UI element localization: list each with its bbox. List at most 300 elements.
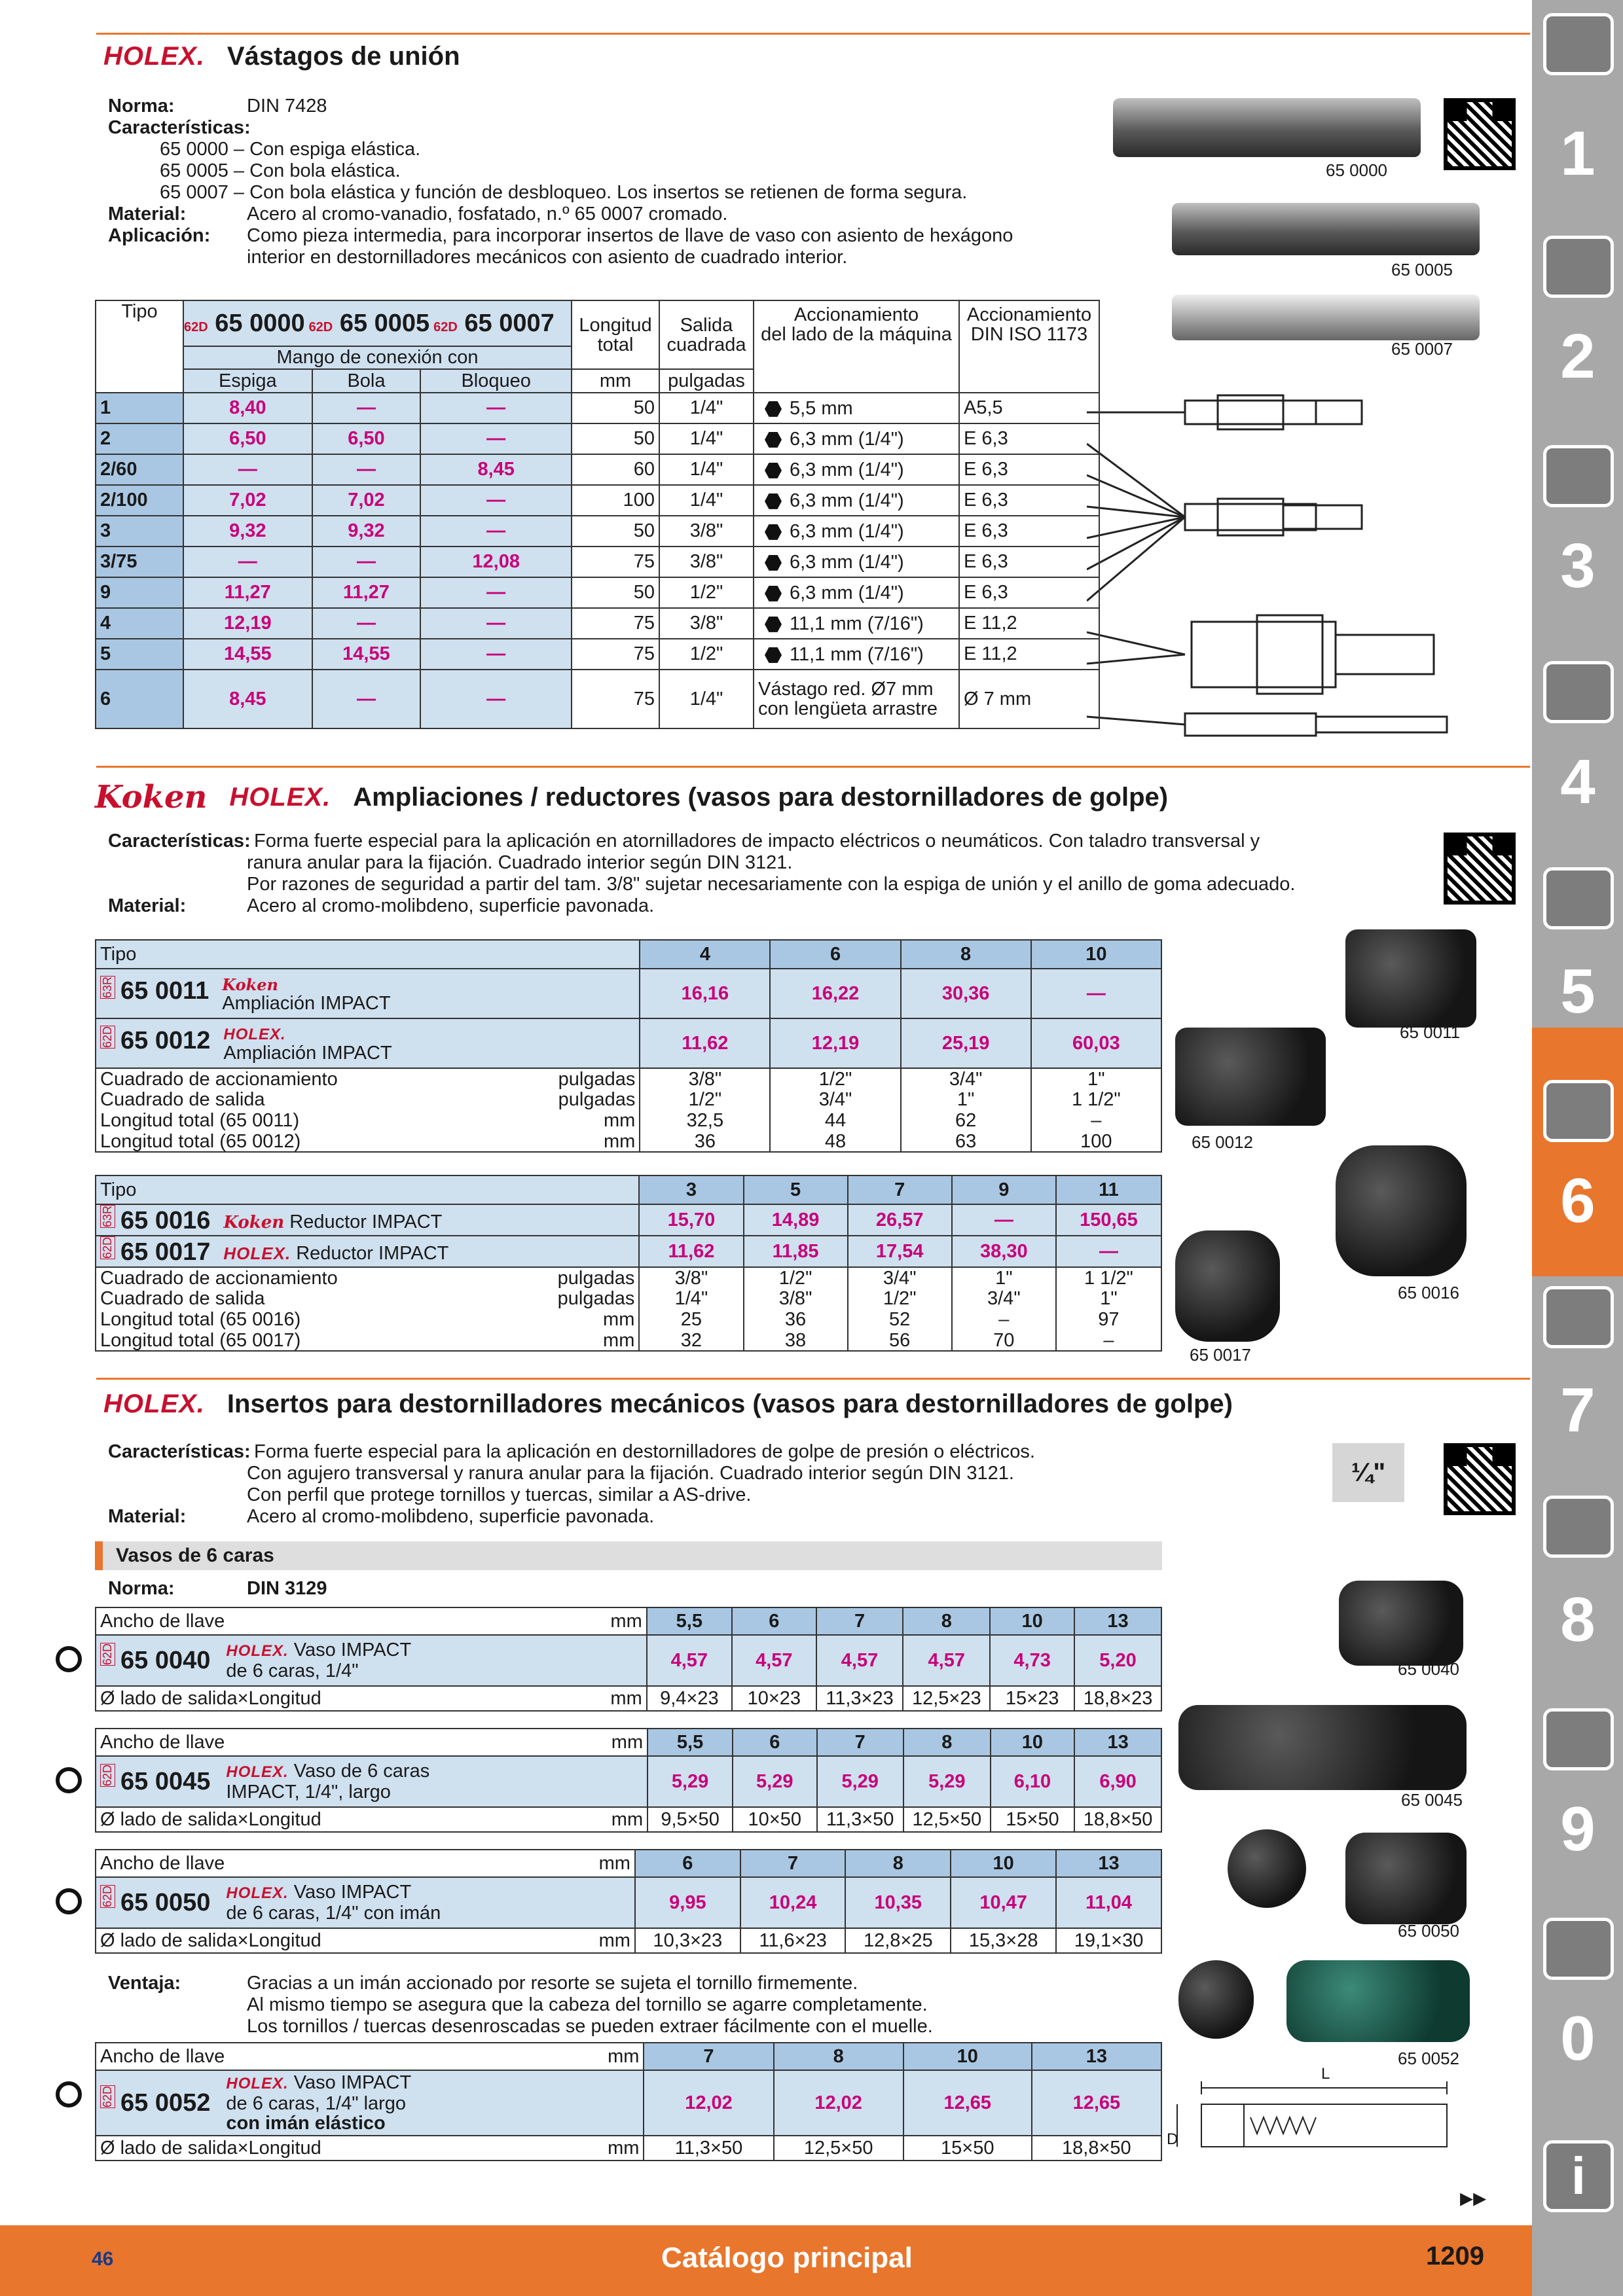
tab-9-icon[interactable] <box>1543 1708 1614 1770</box>
spec-value: 1 1/2" <box>1031 1089 1161 1110</box>
price: 12,65 <box>903 2070 1032 2136</box>
text: 62D <box>101 1237 114 1259</box>
tab-3[interactable]: 3 <box>1560 531 1596 601</box>
cell-long: 50 <box>572 577 659 608</box>
table-row <box>96 670 1099 728</box>
product-image-650012 <box>1175 1028 1326 1126</box>
dimension-drawing <box>1165 2068 1473 2153</box>
dimension-value: 10×50 <box>733 1807 816 1832</box>
dimension-value: 10,3×23 <box>635 1928 740 1953</box>
price: 6,10 <box>991 1756 1074 1807</box>
table-row <box>96 423 1099 454</box>
section3-material <box>108 1505 654 1528</box>
spec-value: 1" <box>901 1089 1031 1110</box>
tab-1-icon[interactable] <box>1543 13 1614 75</box>
ancho-label: Ancho de llave <box>100 1731 225 1753</box>
price-espiga: 8,45 <box>183 670 312 728</box>
table-row <box>96 516 1099 547</box>
product-row <box>96 1756 1161 1807</box>
product-row <box>96 1236 1161 1267</box>
cell-salida: 1/2" <box>659 577 754 608</box>
text: mm <box>608 2045 640 2067</box>
size-header: 5 <box>744 1175 848 1204</box>
cell-salida: 1/2" <box>659 639 754 670</box>
socket-table <box>95 1607 1162 1712</box>
text: HOLEX. <box>226 2075 289 2092</box>
text: DIN ISO 1173 <box>970 324 1088 345</box>
spec-value: 62 <box>901 1110 1031 1131</box>
product-row <box>96 969 1161 1018</box>
tab-8[interactable]: 8 <box>1560 1585 1596 1655</box>
col-long-unit: mm <box>572 369 659 393</box>
text: Cuadrado de accionamiento <box>100 1267 338 1289</box>
text: mm <box>603 1309 635 1330</box>
text: mm <box>608 2137 640 2159</box>
text: Longitud total (65 0011) <box>100 1110 300 1131</box>
col-acc <box>754 300 959 393</box>
price-espiga: — <box>183 454 312 485</box>
price: 12,19 <box>770 1018 900 1068</box>
spec-value: 44 <box>770 1110 900 1131</box>
socket-table <box>95 1728 1162 1833</box>
section3-norma <box>108 1577 327 1600</box>
section3-title: Insertos para destornilladores mecánicos (vasos para destornilladores de golpe) <box>227 1390 1233 1418</box>
text: 65 0005 <box>339 309 430 337</box>
size-header: 11 <box>1056 1175 1161 1204</box>
text: 62D <box>101 2085 114 2108</box>
col-tipo: Tipo <box>96 300 183 393</box>
size-header: 7 <box>816 1607 903 1635</box>
text: Salida <box>680 314 733 336</box>
section1-title: Vástagos de unión <box>227 42 460 71</box>
text: de 6 caras, 1/4" con imán <box>226 1903 441 1924</box>
price-bloqueo: — <box>420 670 572 728</box>
spec-value: 3/4" <box>770 1089 900 1110</box>
section2-car-line: Por razones de seguridad a partir del tam. 3/8" sujetar necesariamente con la espiga de unión y el anillo de goma adecuado. <box>247 874 1296 895</box>
next-arrow[interactable]: ▸▸ <box>1460 2183 1487 2212</box>
text: pulgadas <box>558 1089 636 1110</box>
spec-value: 1" <box>1031 1068 1161 1089</box>
caption: 65 0012 <box>1192 1132 1253 1152</box>
product-image-650000 <box>1113 98 1421 157</box>
hex-icon <box>765 617 782 632</box>
hex-icon <box>765 555 782 571</box>
spec-value: 1/2" <box>640 1089 770 1110</box>
cell-acc: 6,3 mm (1/4") <box>790 551 904 573</box>
cell-tipo: 2/100 <box>96 485 183 516</box>
price-espiga: 7,02 <box>183 485 312 516</box>
size-header: 13 <box>1074 1729 1161 1756</box>
price: 30,36 <box>901 969 1031 1018</box>
text: Material: <box>108 1506 187 1527</box>
ventaja-line: Al mismo tiempo se asegura que la cabeza del tornillo se agarre completamente. <box>247 1994 928 2015</box>
tab-info[interactable]: i <box>1543 2140 1614 2212</box>
adapter-drawings <box>1087 386 1480 753</box>
price: 9,95 <box>635 1877 740 1928</box>
section3-car-label: Características: <box>108 1441 251 1462</box>
koken-logo: Koken <box>95 779 208 816</box>
text: Accionamiento <box>966 304 1092 325</box>
price-bola: — <box>312 547 421 577</box>
size-header: 7 <box>740 1850 846 1877</box>
dimension-value: 11,3×50 <box>817 1807 903 1832</box>
product-row <box>96 1635 1161 1686</box>
section1-norma <box>108 95 327 117</box>
table-row <box>96 454 1099 485</box>
table-row <box>96 608 1099 639</box>
spec-value: 36 <box>640 1131 770 1152</box>
tab-6-icon[interactable] <box>1543 1080 1614 1142</box>
price: 10,35 <box>845 1877 951 1928</box>
tab-3-icon[interactable] <box>1543 445 1614 507</box>
text: pulgadas <box>558 1068 636 1090</box>
article-code: 65 0011 <box>120 977 210 1005</box>
cell-salida: 3/8" <box>659 547 754 577</box>
section2-title: Ampliaciones / reductores (vasos para destornilladores de golpe) <box>353 782 1169 812</box>
size-header: 8 <box>903 1607 990 1635</box>
article-code: 65 0040 <box>120 1646 211 1674</box>
cell-acc: 6,3 mm (1/4") <box>790 459 904 480</box>
cell-tipo: 2/60 <box>96 454 183 485</box>
tab-8-icon[interactable] <box>1543 1496 1614 1558</box>
size-header: 5,5 <box>647 1729 733 1756</box>
price: 4,57 <box>647 1635 732 1686</box>
dimension-value: 10×23 <box>732 1686 816 1711</box>
spec-value: – <box>1056 1330 1161 1351</box>
article-code: 65 0017 <box>120 1238 211 1266</box>
caption: 65 0007 <box>1391 339 1453 359</box>
text: Norma: <box>108 96 175 117</box>
text: mm <box>610 1687 642 1709</box>
spec-value: 32 <box>639 1330 743 1351</box>
text: Ø lado de salida×Longitud <box>100 1687 321 1709</box>
spec-value: 1/2" <box>848 1288 952 1309</box>
hex-icon <box>765 493 782 509</box>
hex-icon <box>765 401 782 417</box>
price-espiga: 8,40 <box>183 393 312 423</box>
price: 4,57 <box>816 1635 903 1686</box>
price: 15,70 <box>639 1204 743 1236</box>
size-header: 8 <box>845 1850 951 1877</box>
cell-salida: 1/4" <box>659 454 754 485</box>
cell-din: E 6,3 <box>959 547 1099 577</box>
dimension-value: 15×50 <box>991 1807 1074 1832</box>
price: 5,29 <box>647 1756 733 1807</box>
cell-salida: 3/8" <box>659 608 754 639</box>
text: Vaso IMPACT <box>293 1640 412 1660</box>
dimension-value: 15,3×28 <box>951 1928 1056 1953</box>
price-espiga: 6,50 <box>183 423 312 454</box>
hexagon-socket-icon <box>56 2081 82 2108</box>
qr-code[interactable] <box>1444 98 1516 170</box>
spec-value: 1" <box>952 1267 1056 1288</box>
section1-car-line: 65 0007 – Con bola elástica y función de desbloqueo. Los insertos se retienen de forma segura. <box>160 182 968 203</box>
subsection-title: Vasos de 6 caras <box>116 1545 274 1566</box>
price: 150,65 <box>1056 1204 1161 1236</box>
ventaja-line: Gracias a un imán accionado por resorte se sujeta el tornillo firmemente. <box>247 1973 858 1994</box>
text: mm <box>603 1329 635 1351</box>
text: Longitud total (65 0016) <box>100 1309 301 1330</box>
spec-value: 100 <box>1031 1131 1161 1152</box>
tab-7-icon[interactable] <box>1543 1286 1614 1348</box>
dimension-value: 19,1×30 <box>1056 1928 1161 1953</box>
text: Vaso de 6 caras <box>293 1761 430 1782</box>
text: mm <box>604 1130 636 1152</box>
cell-tipo: 6 <box>96 670 183 728</box>
cell-acc: 11,1 mm (7/16") <box>790 613 924 634</box>
dimension-row <box>96 2136 1161 2161</box>
cell-salida: 1/4" <box>659 670 754 728</box>
price-espiga: 14,55 <box>183 639 312 670</box>
text: HOLEX. <box>226 1642 289 1660</box>
text: 62D <box>101 1643 114 1665</box>
spec-value: 97 <box>1056 1309 1161 1330</box>
product-image-650045 <box>1178 1705 1467 1790</box>
spec-value: 36 <box>744 1309 848 1330</box>
dimension-value: 9,4×23 <box>647 1686 732 1711</box>
tab-2[interactable]: 2 <box>1560 321 1596 391</box>
tab-5[interactable]: 5 <box>1560 956 1596 1026</box>
text: Acero al cromo-molibdeno, superficie pavonada. <box>247 895 655 916</box>
text: DIN 7428 <box>247 96 327 117</box>
price-bloqueo: — <box>420 485 572 516</box>
dimension-row <box>96 1807 1161 1832</box>
spec-value: 70 <box>952 1330 1056 1351</box>
section1-apl-label: Aplicación: <box>108 225 211 246</box>
text: mm <box>610 1610 642 1632</box>
text: Koken <box>223 1213 285 1233</box>
price: 5,29 <box>733 1756 816 1807</box>
size-header: 7 <box>848 1175 952 1204</box>
section2-material <box>108 895 654 917</box>
text: Acero al cromo-vanadio, fosfatado, n.º 65 0007 cromado. <box>247 204 728 224</box>
dimension-value: 12,5×50 <box>903 1807 991 1832</box>
caption: 65 0050 <box>1398 1921 1459 1941</box>
cell-salida: 3/8" <box>659 516 754 547</box>
text: Longitud <box>579 314 652 336</box>
cell-din: E 6,3 <box>959 423 1099 454</box>
text: mm <box>598 1852 630 1874</box>
section1-car-line: 65 0000 – Con espiga elástica. <box>160 139 421 160</box>
text: DIN 3129 <box>247 1578 327 1599</box>
tab-5-icon[interactable] <box>1543 867 1614 929</box>
dimension-value: 18,8×50 <box>1032 2136 1161 2161</box>
text: del lado de la máquina <box>761 324 952 345</box>
price-bloqueo: — <box>420 393 572 423</box>
text: 62D <box>308 319 333 334</box>
section1-table <box>95 300 1100 729</box>
product-image-650052b <box>1286 1960 1470 2042</box>
price: 38,30 <box>952 1236 1056 1267</box>
dimension-value: 15×50 <box>903 2136 1032 2161</box>
cell-din: E 11,2 <box>959 639 1099 670</box>
section1-car-label: Características: <box>108 117 251 138</box>
table-row <box>96 577 1099 608</box>
price: 26,57 <box>848 1204 952 1236</box>
text: 63R <box>101 1206 114 1228</box>
tab-0[interactable]: 0 <box>1560 2003 1596 2073</box>
spec-row <box>96 1068 1161 1089</box>
hex-icon <box>765 647 782 663</box>
price: 11,62 <box>640 1018 770 1068</box>
text: Vaso IMPACT <box>293 1882 412 1903</box>
price: 17,54 <box>848 1236 952 1267</box>
product-image-650016 <box>1336 1145 1467 1276</box>
cell-tipo: 1 <box>96 393 183 423</box>
dimension-value: 18,8×50 <box>1074 1807 1161 1832</box>
size-header: 3 <box>639 1175 743 1204</box>
col-espiga: Espiga <box>183 369 312 393</box>
tipo-label: Tipo <box>96 1175 639 1204</box>
price: 12,65 <box>1032 2070 1161 2136</box>
dimension-value: 11,6×23 <box>740 1928 846 1953</box>
section3-car-line: Con agujero transversal y ranura anular para la fijación. Cuadrado interior según DIN 3121. <box>247 1463 1014 1484</box>
dim-L: L <box>1321 2065 1330 2083</box>
size-header: 5,5 <box>647 1607 732 1635</box>
cell-long: 75 <box>572 608 659 639</box>
article-code: 65 0045 <box>120 1767 211 1795</box>
cell-tipo: 4 <box>96 608 183 639</box>
tab-9[interactable]: 9 <box>1560 1794 1596 1864</box>
price-bola: 7,02 <box>312 485 421 516</box>
text: cuadrada <box>666 334 746 355</box>
tab-4-icon[interactable] <box>1543 661 1614 723</box>
cell-tipo: 3 <box>96 516 183 547</box>
text: con imán elástico <box>226 2113 386 2134</box>
hexagon-socket-icon <box>56 1767 82 1793</box>
price-espiga: 11,27 <box>183 577 312 608</box>
spec-row <box>96 1330 1161 1351</box>
product-image-650007 <box>1172 295 1480 340</box>
section2-table-ampliacion <box>95 939 1162 1153</box>
spec-value: 3/4" <box>901 1068 1031 1089</box>
col-bloqueo: Bloqueo <box>420 369 572 393</box>
price: 6,90 <box>1074 1756 1161 1807</box>
tag-62d: 62D <box>184 319 208 334</box>
size-header: 4 <box>640 940 770 969</box>
cell-tipo: 2 <box>96 423 183 454</box>
col-salida-unit: pulgadas <box>659 369 754 393</box>
section1-material <box>108 203 727 225</box>
price-bola: 6,50 <box>312 423 421 454</box>
cell-acc: 6,3 mm (1/4") <box>790 490 904 511</box>
text: Cuadrado de salida <box>100 1089 265 1110</box>
text: Ø lado de salida×Longitud <box>100 1808 321 1830</box>
hex-icon <box>765 432 782 448</box>
size-header: 13 <box>1056 1850 1161 1877</box>
caption: 65 0016 <box>1398 1283 1459 1302</box>
text: HOLEX. <box>223 1244 291 1264</box>
dimension-value: 11,3×23 <box>816 1686 903 1711</box>
cell-long: 50 <box>572 393 659 423</box>
spec-value: – <box>952 1309 1056 1330</box>
article-code: 65 0050 <box>120 1888 211 1916</box>
hex-icon <box>765 524 782 540</box>
caption: 65 0052 <box>1398 2049 1459 2068</box>
cell-long: 75 <box>572 639 659 670</box>
text: pulgadas <box>557 1267 635 1289</box>
cell-din: E 6,3 <box>959 577 1099 608</box>
size-header: 8 <box>901 940 1031 969</box>
text: 62D <box>101 1764 114 1786</box>
dimension-value: 11,3×50 <box>644 2136 773 2161</box>
size-header: 10 <box>951 1850 1056 1877</box>
price: 25,19 <box>901 1018 1031 1068</box>
text: 62D <box>101 1026 114 1048</box>
text: Vaso IMPACT <box>293 2072 412 2093</box>
side-tab-active <box>1532 1028 1623 1276</box>
code-header <box>183 300 572 346</box>
price: 12,02 <box>774 2070 903 2136</box>
text: Accionamiento <box>793 304 919 325</box>
spec-value: 32,5 <box>640 1110 770 1131</box>
section2-car-line: Forma fuerte especial para la aplicación en atornilladores de impacto eléctricos o neumáticos. Con taladro transversal y <box>254 831 1260 852</box>
article-code: 65 0016 <box>120 1206 211 1234</box>
qr-code[interactable] <box>1444 833 1516 905</box>
dimension-value: 18,8×23 <box>1074 1686 1161 1711</box>
price: 16,16 <box>640 969 770 1018</box>
col-bola: Bola <box>312 369 421 393</box>
tab-7[interactable]: 7 <box>1560 1375 1596 1445</box>
qr-code[interactable] <box>1444 1443 1516 1515</box>
spec-row <box>96 1267 1161 1288</box>
drive-size-badge <box>1332 1443 1404 1502</box>
text: Ampliación IMPACT <box>222 992 391 1014</box>
text: Norma: <box>108 1578 175 1599</box>
product-row <box>96 2070 1161 2136</box>
cell-din: E 6,3 <box>959 516 1099 547</box>
dimension-value: 9,5×50 <box>647 1807 733 1832</box>
size-header: 6 <box>733 1729 816 1756</box>
cell-acc: 11,1 mm (7/16") <box>790 643 924 665</box>
spec-value: 1/4" <box>639 1288 743 1309</box>
section2-rule <box>96 766 1530 768</box>
price-bloqueo: 8,45 <box>420 454 572 485</box>
cell-din: E 6,3 <box>959 454 1099 485</box>
page-number-left: 46 <box>92 2248 114 2270</box>
caption: 65 0011 <box>1400 1022 1461 1042</box>
caption: 65 0045 <box>1401 1790 1463 1810</box>
spec-value: 3/4" <box>848 1267 952 1288</box>
price: 14,89 <box>744 1204 848 1236</box>
price: — <box>1056 1236 1161 1267</box>
product-row <box>96 1877 1161 1928</box>
table-row <box>96 639 1099 670</box>
text: 63R <box>101 976 114 998</box>
size-header: 10 <box>1031 940 1161 969</box>
tab-4[interactable]: 4 <box>1560 747 1596 817</box>
text: Cuadrado de accionamiento <box>100 1068 338 1090</box>
tab-1[interactable]: 1 <box>1560 118 1596 188</box>
price: 10,24 <box>740 1877 846 1928</box>
tipo-label: Tipo <box>96 940 640 969</box>
text: Ø lado de salida×Longitud <box>100 2137 321 2159</box>
tab-6[interactable]: 6 <box>1560 1166 1596 1236</box>
cell-long: 100 <box>572 485 659 516</box>
price: 4,57 <box>903 1635 990 1686</box>
text: Material: <box>108 895 187 916</box>
cell-long: 50 <box>572 423 659 454</box>
text: Reductor IMPACT <box>296 1243 449 1265</box>
tab-2-icon[interactable] <box>1543 236 1614 298</box>
cell-acc: 6,3 mm (1/4") <box>790 428 904 450</box>
text: mm <box>598 1929 630 1951</box>
price-bola: 14,55 <box>312 639 421 670</box>
tab-0-icon[interactable] <box>1543 1918 1614 1980</box>
text: Ø lado de salida×Longitud <box>100 1929 321 1951</box>
spec-value: 25 <box>639 1309 743 1330</box>
price-bola: — <box>312 393 421 423</box>
